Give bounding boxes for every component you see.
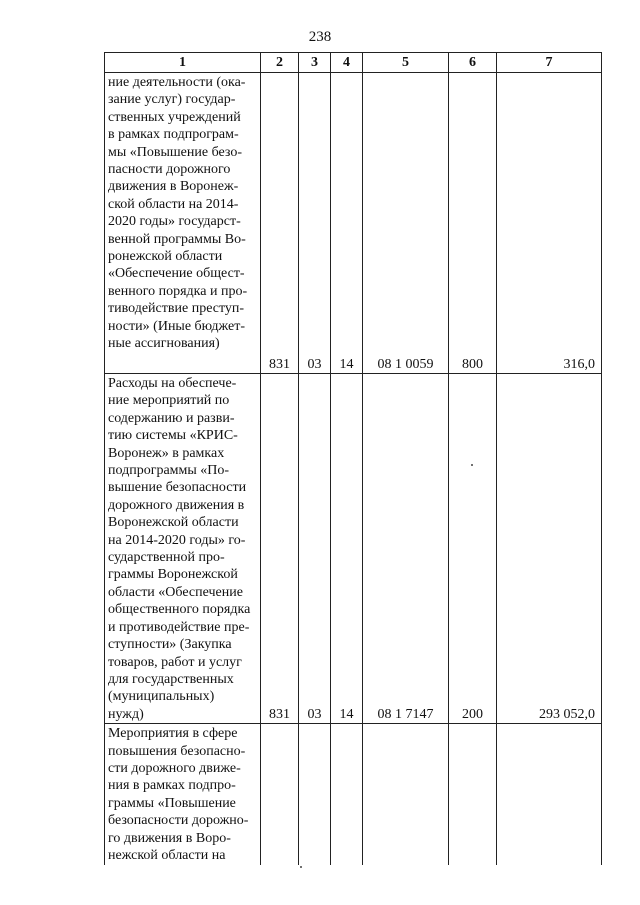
row-code-subsection: [331, 724, 363, 865]
row-code-ministry: [261, 724, 299, 865]
row-code-ministry: 831: [261, 374, 299, 724]
header-col-3: 3: [299, 53, 331, 73]
description-line: ние деятельности (ока-: [108, 75, 246, 90]
description-line: области «Обеспечение: [108, 584, 243, 600]
description-line: «Обеспечение общест-: [108, 266, 245, 282]
row-code-target: 08 1 7147: [363, 374, 449, 724]
description-line: го движения в Воро-: [108, 830, 231, 846]
table-row: [105, 374, 602, 724]
header-col-2: 2: [261, 53, 299, 73]
description-line: для государственных: [108, 671, 234, 687]
description-line: ственных учреждений: [108, 109, 241, 125]
row-code-subsection: 14: [331, 73, 363, 374]
description-line: Воронежской области: [108, 515, 239, 531]
description-line: тиводействие преступ-: [108, 301, 245, 317]
row-description: [105, 73, 261, 374]
description-line: нежской области на: [108, 847, 226, 863]
header-col-6: 6: [449, 53, 497, 73]
description-line: дорожного движения в: [108, 497, 245, 513]
description-line: ности» (Иные бюджет-: [108, 318, 246, 334]
description-line: венной программы Во-: [108, 231, 246, 247]
budget-table: [104, 52, 602, 865]
row-code-section: 03: [299, 73, 331, 374]
description-line: ние мероприятий по: [108, 393, 230, 409]
description-line: Расходы на обеспече-: [108, 376, 237, 391]
row-code-subsection: 14: [331, 374, 363, 724]
row-code-expense-type: 200: [449, 374, 497, 724]
row-description: [105, 374, 261, 724]
header-col-4: 4: [331, 53, 363, 73]
description-line: нужд): [108, 706, 144, 722]
row-amount: [497, 724, 602, 865]
description-line: движения в Воронеж-: [108, 179, 239, 195]
description-line: безопасности дорожно-: [108, 813, 249, 829]
description-line: (муниципальных): [108, 689, 215, 705]
row-description: [105, 724, 261, 865]
header-row: [105, 53, 602, 73]
table-row: [105, 73, 602, 374]
description-line: ронежской области: [108, 249, 223, 265]
row-code-expense-type: [449, 724, 497, 865]
description-line: Мероприятия в сфере: [108, 726, 238, 742]
row-code-section: 03: [299, 374, 331, 724]
row-code-section: [299, 724, 331, 865]
description-line: Воронеж» в рамках: [108, 445, 225, 461]
header-col-7: 7: [497, 53, 602, 73]
description-line: подпрограммы «По-: [108, 463, 230, 479]
description-line: граммы Воронежской: [108, 567, 238, 583]
description-line: зание услуг) государ-: [108, 92, 236, 108]
description-line: венного порядка и про-: [108, 283, 248, 299]
row-code-target: 08 1 0059: [363, 73, 449, 374]
table-row: [105, 724, 602, 865]
header-col-1: 1: [105, 53, 261, 73]
description-line: сударственной про-: [108, 550, 225, 566]
description-line: ской области на 2014-: [108, 196, 239, 212]
description-line: ния в рамках подпро-: [108, 778, 236, 794]
description-line: содержанию и разви-: [108, 410, 235, 426]
description-line: на 2014-2020 годы» го-: [108, 532, 246, 548]
row-code-ministry: 831: [261, 73, 299, 374]
scan-speck: [300, 866, 302, 868]
description-line: пасности дорожного: [108, 162, 231, 178]
description-line: в рамках подпрограм-: [108, 127, 239, 143]
description-line: вышение безопасности: [108, 480, 247, 496]
scan-speck: [471, 464, 473, 466]
description-line: и противодействие пре-: [108, 619, 250, 635]
row-code-expense-type: 800: [449, 73, 497, 374]
row-amount: 316,0: [497, 73, 602, 374]
description-line: мы «Повышение безо-: [108, 144, 243, 160]
description-line: сти дорожного движе-: [108, 760, 241, 776]
description-line: повышения безопасно-: [108, 743, 246, 759]
description-line: тию системы «КРИС-: [108, 428, 238, 444]
row-code-target: [363, 724, 449, 865]
page-number: 238: [308, 29, 332, 45]
description-line: граммы «Повышение: [108, 795, 236, 811]
header-col-5: 5: [363, 53, 449, 73]
description-line: общественного порядка: [108, 602, 251, 618]
row-amount: 293 052,0: [497, 374, 602, 724]
description-line: 2020 годы» государст-: [108, 214, 241, 230]
description-line: ные ассигнования): [108, 336, 220, 352]
description-line: товаров, работ и услуг: [108, 654, 242, 670]
description-line: ступности» (Закупка: [108, 637, 232, 653]
